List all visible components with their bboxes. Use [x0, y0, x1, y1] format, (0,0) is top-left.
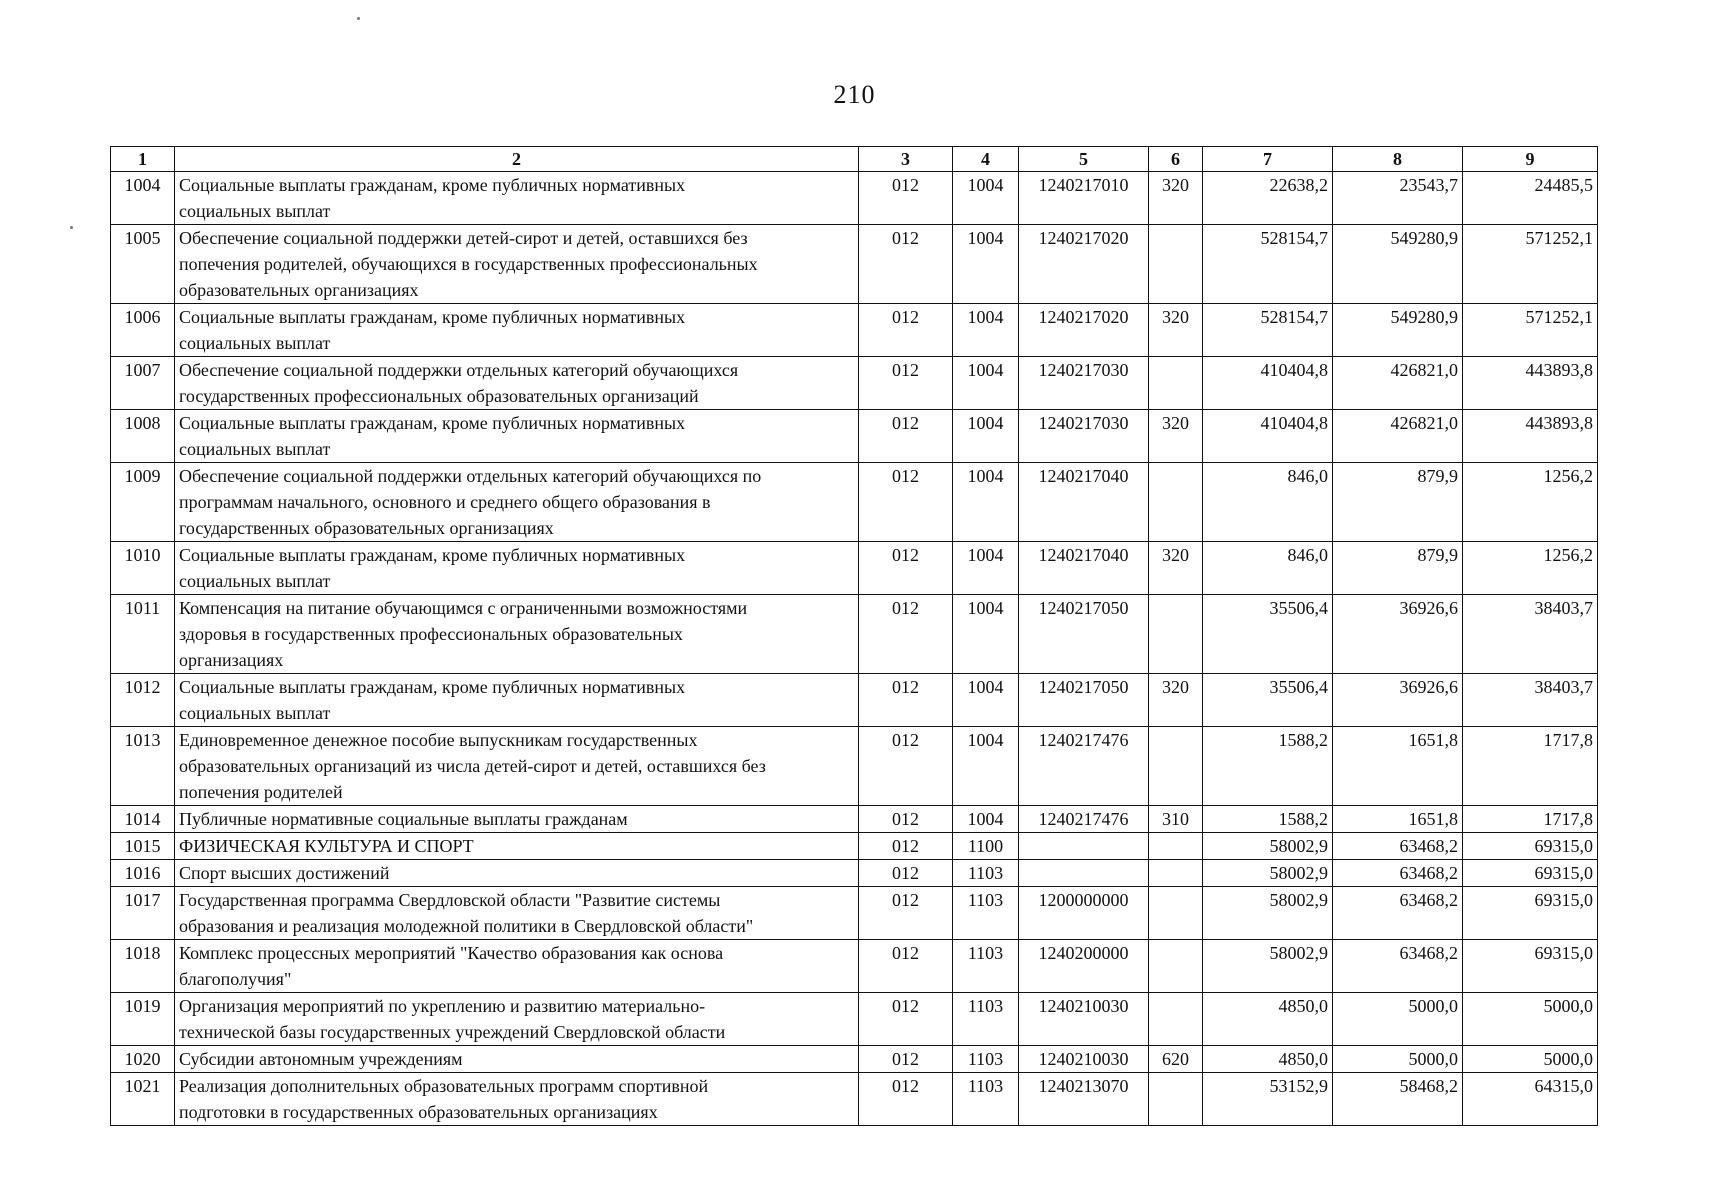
- target-article-code: 1240217030: [1019, 357, 1149, 410]
- row-description: Комплекс процессных мероприятий "Качество образования как основа благополучия": [175, 940, 859, 993]
- amount-year-3: 69315,0: [1463, 860, 1598, 887]
- target-article-code: 1240217476: [1019, 806, 1149, 833]
- amount-year-1: 22638,2: [1203, 172, 1333, 225]
- table-row: [111, 887, 1598, 940]
- table-row: [111, 860, 1598, 887]
- amount-year-3: 24485,5: [1463, 172, 1598, 225]
- amount-year-2: 63468,2: [1333, 887, 1463, 940]
- row-number: 1013: [111, 727, 175, 806]
- target-article-code: 1240200000: [1019, 940, 1149, 993]
- row-number: 1012: [111, 674, 175, 727]
- row-number: 1005: [111, 225, 175, 304]
- expense-type-code: [1149, 357, 1203, 410]
- row-description: Компенсация на питание обучающимся с ограниченными возможностями здоровья в государственных профессиональных образовательных организациях: [175, 595, 859, 674]
- section-code: 1004: [953, 410, 1019, 463]
- amount-year-2: 1651,8: [1333, 806, 1463, 833]
- target-article-code: 1240217476: [1019, 727, 1149, 806]
- amount-year-3: 1717,8: [1463, 727, 1598, 806]
- amount-year-2: 23543,7: [1333, 172, 1463, 225]
- table-body: [111, 172, 1598, 1126]
- amount-year-3: 5000,0: [1463, 993, 1598, 1046]
- row-description: Организация мероприятий по укреплению и развитию материально- технической базы государственных учреждений Свердловской области: [175, 993, 859, 1046]
- target-article-code: 1240217020: [1019, 304, 1149, 357]
- amount-year-1: 58002,9: [1203, 833, 1333, 860]
- row-number: 1007: [111, 357, 175, 410]
- row-number: 1020: [111, 1046, 175, 1073]
- amount-year-2: 58468,2: [1333, 1073, 1463, 1126]
- amount-year-1: 53152,9: [1203, 1073, 1333, 1126]
- amount-year-1: 58002,9: [1203, 940, 1333, 993]
- section-code: 1103: [953, 1046, 1019, 1073]
- column-header: 9: [1463, 147, 1598, 172]
- expense-type-code: 620: [1149, 1046, 1203, 1073]
- target-article-code: 1200000000: [1019, 887, 1149, 940]
- amount-year-3: 64315,0: [1463, 1073, 1598, 1126]
- ministry-code: 012: [859, 727, 953, 806]
- row-number: 1009: [111, 463, 175, 542]
- row-description: Публичные нормативные социальные выплаты гражданам: [175, 806, 859, 833]
- expense-type-code: 320: [1149, 542, 1203, 595]
- budget-table: [110, 146, 1598, 1126]
- target-article-code: 1240217030: [1019, 410, 1149, 463]
- target-article-code: 1240210030: [1019, 993, 1149, 1046]
- row-description: Социальные выплаты гражданам, кроме публичных нормативных социальных выплат: [175, 542, 859, 595]
- ministry-code: 012: [859, 806, 953, 833]
- expense-type-code: 320: [1149, 172, 1203, 225]
- amount-year-2: 426821,0: [1333, 357, 1463, 410]
- table-row: [111, 595, 1598, 674]
- table-row: [111, 674, 1598, 727]
- table-row: [111, 1073, 1598, 1126]
- amount-year-2: 879,9: [1333, 542, 1463, 595]
- row-number: 1019: [111, 993, 175, 1046]
- amount-year-1: 4850,0: [1203, 1046, 1333, 1073]
- amount-year-2: 36926,6: [1333, 595, 1463, 674]
- amount-year-2: 5000,0: [1333, 993, 1463, 1046]
- target-article-code: 1240217050: [1019, 674, 1149, 727]
- section-code: 1004: [953, 357, 1019, 410]
- section-code: 1103: [953, 887, 1019, 940]
- table-row: [111, 225, 1598, 304]
- row-description: Субсидии автономным учреждениям: [175, 1046, 859, 1073]
- amount-year-3: 69315,0: [1463, 833, 1598, 860]
- row-description: Государственная программа Свердловской области "Развитие системы образования и реализация молодежной политики в Свердловской области": [175, 887, 859, 940]
- section-code: 1004: [953, 225, 1019, 304]
- expense-type-code: 320: [1149, 410, 1203, 463]
- table-row: [111, 940, 1598, 993]
- row-description: Социальные выплаты гражданам, кроме публичных нормативных социальных выплат: [175, 304, 859, 357]
- amount-year-3: 5000,0: [1463, 1046, 1598, 1073]
- table-row: [111, 542, 1598, 595]
- amount-year-3: 443893,8: [1463, 410, 1598, 463]
- scan-speck: [70, 226, 73, 229]
- table-row: [111, 806, 1598, 833]
- table-row: [111, 1046, 1598, 1073]
- ministry-code: 012: [859, 860, 953, 887]
- section-code: 1004: [953, 463, 1019, 542]
- page-number: 210: [833, 80, 876, 109]
- row-number: 1017: [111, 887, 175, 940]
- amount-year-1: 528154,7: [1203, 225, 1333, 304]
- amount-year-2: 879,9: [1333, 463, 1463, 542]
- column-header: 4: [953, 147, 1019, 172]
- row-description: Спорт высших достижений: [175, 860, 859, 887]
- expense-type-code: 320: [1149, 304, 1203, 357]
- ministry-code: 012: [859, 542, 953, 595]
- section-code: 1103: [953, 940, 1019, 993]
- ministry-code: 012: [859, 357, 953, 410]
- target-article-code: 1240217020: [1019, 225, 1149, 304]
- amount-year-1: 35506,4: [1203, 674, 1333, 727]
- row-number: 1011: [111, 595, 175, 674]
- row-description: Социальные выплаты гражданам, кроме публичных нормативных социальных выплат: [175, 674, 859, 727]
- amount-year-2: 549280,9: [1333, 304, 1463, 357]
- table-row: [111, 727, 1598, 806]
- amount-year-3: 69315,0: [1463, 940, 1598, 993]
- table-row: [111, 993, 1598, 1046]
- ministry-code: 012: [859, 1046, 953, 1073]
- amount-year-3: 38403,7: [1463, 674, 1598, 727]
- ministry-code: 012: [859, 304, 953, 357]
- row-description: Реализация дополнительных образовательных программ спортивной подготовки в государственных образовательных организациях: [175, 1073, 859, 1126]
- ministry-code: 012: [859, 410, 953, 463]
- row-description: Обеспечение социальной поддержки детей-сирот и детей, оставшихся без попечения родителей, обучающихся в государственных профессиональных образовательных организациях: [175, 225, 859, 304]
- amount-year-1: 58002,9: [1203, 860, 1333, 887]
- expense-type-code: [1149, 727, 1203, 806]
- ministry-code: 012: [859, 595, 953, 674]
- target-article-code: 1240210030: [1019, 1046, 1149, 1073]
- row-description: Обеспечение социальной поддержки отдельных категорий обучающихся государственных профессиональных образовательных организаций: [175, 357, 859, 410]
- column-header: 7: [1203, 147, 1333, 172]
- row-description: Социальные выплаты гражданам, кроме публичных нормативных социальных выплат: [175, 172, 859, 225]
- section-code: 1004: [953, 727, 1019, 806]
- expense-type-code: [1149, 463, 1203, 542]
- amount-year-1: 4850,0: [1203, 993, 1333, 1046]
- target-article-code: [1019, 833, 1149, 860]
- expense-type-code: 320: [1149, 674, 1203, 727]
- expense-type-code: [1149, 225, 1203, 304]
- amount-year-1: 846,0: [1203, 542, 1333, 595]
- table-row: [111, 463, 1598, 542]
- column-header: 6: [1149, 147, 1203, 172]
- ministry-code: 012: [859, 940, 953, 993]
- amount-year-2: 549280,9: [1333, 225, 1463, 304]
- row-number: 1016: [111, 860, 175, 887]
- expense-type-code: [1149, 940, 1203, 993]
- ministry-code: 012: [859, 887, 953, 940]
- row-number: 1004: [111, 172, 175, 225]
- expense-type-code: 310: [1149, 806, 1203, 833]
- amount-year-2: 36926,6: [1333, 674, 1463, 727]
- column-header: 2: [175, 147, 859, 172]
- amount-year-3: 1717,8: [1463, 806, 1598, 833]
- column-header: 3: [859, 147, 953, 172]
- table-row: [111, 172, 1598, 225]
- row-description: ФИЗИЧЕСКАЯ КУЛЬТУРА И СПОРТ: [175, 833, 859, 860]
- amount-year-1: 1588,2: [1203, 727, 1333, 806]
- amount-year-1: 1588,2: [1203, 806, 1333, 833]
- row-number: 1014: [111, 806, 175, 833]
- row-number: 1018: [111, 940, 175, 993]
- column-header: 1: [111, 147, 175, 172]
- ministry-code: 012: [859, 225, 953, 304]
- amount-year-1: 846,0: [1203, 463, 1333, 542]
- amount-year-3: 38403,7: [1463, 595, 1598, 674]
- expense-type-code: [1149, 595, 1203, 674]
- amount-year-1: 410404,8: [1203, 357, 1333, 410]
- section-code: 1004: [953, 172, 1019, 225]
- expense-type-code: [1149, 833, 1203, 860]
- section-code: 1100: [953, 833, 1019, 860]
- section-code: 1103: [953, 1073, 1019, 1126]
- section-code: 1004: [953, 304, 1019, 357]
- expense-type-code: [1149, 887, 1203, 940]
- ministry-code: 012: [859, 1073, 953, 1126]
- table-row: [111, 410, 1598, 463]
- amount-year-3: 69315,0: [1463, 887, 1598, 940]
- target-article-code: 1240213070: [1019, 1073, 1149, 1126]
- amount-year-1: 528154,7: [1203, 304, 1333, 357]
- section-code: 1004: [953, 674, 1019, 727]
- amount-year-1: 410404,8: [1203, 410, 1333, 463]
- scan-speck: [357, 17, 360, 20]
- table-header-row: [111, 147, 1598, 172]
- row-number: 1006: [111, 304, 175, 357]
- table-row: [111, 833, 1598, 860]
- amount-year-2: 1651,8: [1333, 727, 1463, 806]
- amount-year-1: 58002,9: [1203, 887, 1333, 940]
- row-description: Социальные выплаты гражданам, кроме публичных нормативных социальных выплат: [175, 410, 859, 463]
- target-article-code: 1240217040: [1019, 542, 1149, 595]
- expense-type-code: [1149, 1073, 1203, 1126]
- section-code: 1004: [953, 542, 1019, 595]
- column-header: 5: [1019, 147, 1149, 172]
- ministry-code: 012: [859, 674, 953, 727]
- ministry-code: 012: [859, 172, 953, 225]
- expense-type-code: [1149, 993, 1203, 1046]
- target-article-code: [1019, 860, 1149, 887]
- amount-year-2: 5000,0: [1333, 1046, 1463, 1073]
- ministry-code: 012: [859, 993, 953, 1046]
- row-number: 1021: [111, 1073, 175, 1126]
- amount-year-3: 1256,2: [1463, 463, 1598, 542]
- amount-year-2: 63468,2: [1333, 833, 1463, 860]
- column-header: 8: [1333, 147, 1463, 172]
- ministry-code: 012: [859, 463, 953, 542]
- amount-year-3: 571252,1: [1463, 225, 1598, 304]
- row-description: Обеспечение социальной поддержки отдельных категорий обучающихся по программам начального, основного и среднего общего образования в государственных образовательных организациях: [175, 463, 859, 542]
- target-article-code: 1240217010: [1019, 172, 1149, 225]
- expense-type-code: [1149, 860, 1203, 887]
- amount-year-2: 63468,2: [1333, 860, 1463, 887]
- amount-year-2: 63468,2: [1333, 940, 1463, 993]
- row-number: 1008: [111, 410, 175, 463]
- amount-year-3: 1256,2: [1463, 542, 1598, 595]
- section-code: 1103: [953, 860, 1019, 887]
- section-code: 1004: [953, 806, 1019, 833]
- table-row: [111, 357, 1598, 410]
- amount-year-3: 443893,8: [1463, 357, 1598, 410]
- amount-year-3: 571252,1: [1463, 304, 1598, 357]
- row-number: 1015: [111, 833, 175, 860]
- table-row: [111, 304, 1598, 357]
- row-description: Единовременное денежное пособие выпускникам государственных образовательных организаций из числа детей-сирот и детей, оставшихся без попечения родителей: [175, 727, 859, 806]
- section-code: 1103: [953, 993, 1019, 1046]
- amount-year-1: 35506,4: [1203, 595, 1333, 674]
- ministry-code: 012: [859, 833, 953, 860]
- target-article-code: 1240217050: [1019, 595, 1149, 674]
- section-code: 1004: [953, 595, 1019, 674]
- amount-year-2: 426821,0: [1333, 410, 1463, 463]
- row-number: 1010: [111, 542, 175, 595]
- target-article-code: 1240217040: [1019, 463, 1149, 542]
